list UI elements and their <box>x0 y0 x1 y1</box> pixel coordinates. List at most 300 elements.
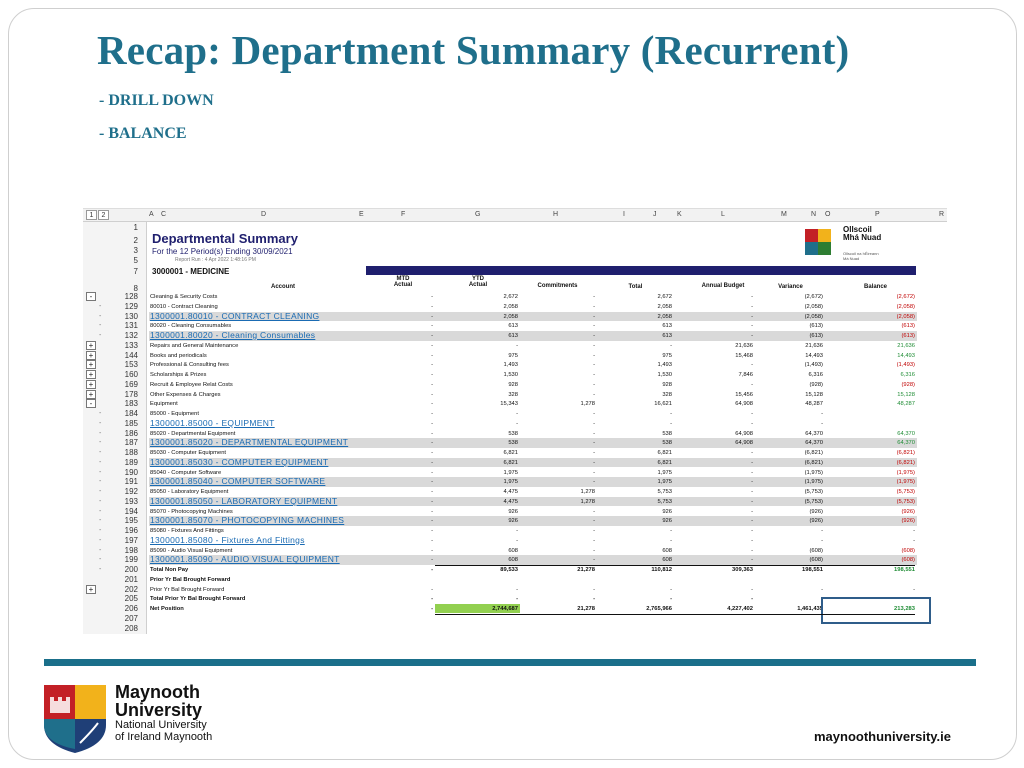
account-drilldown-link[interactable]: 1300001.85090 - AUDIO VISUAL EQUIPMENT <box>150 555 340 565</box>
account-drilldown-link[interactable]: 1300001.85000 - EQUIPMENT <box>150 418 275 428</box>
cell-bud: - <box>751 362 753 369</box>
cell-mtd: - <box>431 528 433 534</box>
row-number[interactable]: 130 <box>124 311 138 321</box>
cell-mtd: - <box>431 479 433 486</box>
table-row[interactable] <box>83 341 947 351</box>
cell-bud: - <box>751 489 753 495</box>
row-number[interactable]: 193 <box>124 496 138 506</box>
cell-tot: - <box>670 420 672 427</box>
table-row[interactable] <box>83 380 947 390</box>
cell-mtd: - <box>431 567 433 573</box>
column-letter[interactable]: R <box>939 211 945 218</box>
table-row[interactable] <box>83 409 947 419</box>
row-number: 1 <box>133 223 138 232</box>
table-row[interactable] <box>83 526 947 536</box>
cell-tot: 2,672 <box>657 294 672 300</box>
cell-bud: - <box>751 547 753 554</box>
selected-balance-cell[interactable] <box>821 597 931 624</box>
row-number[interactable]: 160 <box>124 370 138 379</box>
row-number: 3 <box>133 246 138 255</box>
cell-bud: - <box>751 450 753 456</box>
cell-ytd: 6,821 <box>503 450 518 456</box>
bullet-drill-down: - DRILL DOWN <box>99 92 214 109</box>
footer-rule <box>44 659 976 666</box>
table-row[interactable] <box>83 468 947 478</box>
cell-ytd: 608 <box>508 547 518 554</box>
column-letter[interactable]: H <box>553 211 559 218</box>
cell-ytd: 2,672 <box>503 294 518 300</box>
row-number[interactable]: 133 <box>124 340 138 350</box>
table-row[interactable] <box>83 331 947 341</box>
row-number[interactable]: 202 <box>124 584 138 594</box>
cell-bal: 64,370 <box>897 440 915 447</box>
row-number[interactable]: 206 <box>124 604 138 613</box>
account-name: 85080 - Fixtures And Fittings <box>150 528 224 534</box>
cell-var: - <box>821 537 823 544</box>
row-number[interactable]: 131 <box>124 321 138 331</box>
cell-com: - <box>593 450 595 456</box>
row-number[interactable]: 169 <box>124 379 138 389</box>
cell-tot: 928 <box>662 381 672 388</box>
cell-var: (2,058) <box>804 313 823 320</box>
cell-var: - <box>821 411 823 417</box>
cell-bud: - <box>751 586 753 593</box>
cell-bud: - <box>751 518 753 525</box>
row-number[interactable]: 205 <box>124 594 138 604</box>
row-number[interactable]: 197 <box>124 535 138 545</box>
account-name: Total Non Pay <box>150 567 189 573</box>
cell-ytd: 4,475 <box>503 498 518 505</box>
cell-com: 21,278 <box>577 567 595 573</box>
account-name: Books and periodicals <box>150 352 207 359</box>
table-row[interactable] <box>83 604 947 614</box>
account-name: Cleaning & Security Costs <box>150 294 218 300</box>
cell-var: (608) <box>809 557 823 564</box>
row-number[interactable]: 208 <box>124 623 138 633</box>
cell-bud: 64,908 <box>735 430 753 437</box>
cell-bal: 15,128 <box>897 391 915 398</box>
row-number[interactable]: 190 <box>124 467 138 477</box>
header-mtd-actual: MTD Actual <box>393 276 413 288</box>
cell-mtd: - <box>431 362 433 369</box>
cell-com: - <box>593 479 595 486</box>
outline-level-2-button[interactable]: 2 <box>98 210 109 220</box>
column-letter[interactable]: N <box>811 211 817 218</box>
row-number[interactable]: 144 <box>124 350 138 360</box>
footer-logo-subtitle: National University of Ireland Maynooth <box>115 719 213 743</box>
spreadsheet-screenshot <box>83 208 947 634</box>
cell-var: (926) <box>809 518 823 525</box>
cell-com: - <box>593 586 595 593</box>
cell-tot: - <box>670 342 672 349</box>
cell-tot: 1,493 <box>657 362 672 369</box>
cell-tot: 538 <box>662 440 672 447</box>
row-number[interactable]: 195 <box>124 516 138 526</box>
cell-var: (6,821) <box>804 459 823 466</box>
column-letter[interactable]: M <box>781 211 787 218</box>
outline-marker: - <box>99 527 102 534</box>
row-number[interactable]: 194 <box>124 506 138 516</box>
table-row[interactable] <box>83 565 947 575</box>
cell-com: - <box>593 537 595 544</box>
cell-tot: 613 <box>662 323 672 330</box>
cell-var: - <box>821 586 823 593</box>
cell-ytd: - <box>516 586 518 593</box>
table-row[interactable] <box>83 516 947 526</box>
row-number[interactable]: 189 <box>124 457 138 467</box>
column-letter[interactable]: A <box>149 211 154 218</box>
cell-ytd: 926 <box>508 518 518 525</box>
account-name: 85070 - Photocopying Machines <box>150 508 233 515</box>
row-number[interactable]: 129 <box>124 301 138 311</box>
header-account: Account <box>271 284 295 290</box>
collapse-group-button[interactable]: - <box>86 292 96 301</box>
row-number[interactable]: 201 <box>124 574 138 584</box>
account-name: Net Position <box>150 606 184 612</box>
cell-bal: (926) <box>901 508 915 515</box>
column-letter[interactable]: J <box>653 211 657 218</box>
cell-mtd: - <box>431 303 433 310</box>
cell-mtd: - <box>431 430 433 437</box>
row-number[interactable]: 184 <box>124 409 138 418</box>
cell-tot: 1,530 <box>657 372 672 378</box>
cell-bud: - <box>751 294 753 300</box>
header-annual-budget: Annual Budget <box>701 283 745 289</box>
table-row[interactable] <box>83 429 947 439</box>
row-number[interactable]: 199 <box>124 555 138 565</box>
account-name: 85040 - Computer Software <box>150 469 222 476</box>
cell-mtd: - <box>431 333 433 339</box>
cell-mtd: - <box>431 459 433 466</box>
cell-tot: 613 <box>662 333 672 339</box>
cell-com: - <box>593 391 595 398</box>
header-band <box>366 266 916 275</box>
cell-tot: 926 <box>662 508 672 515</box>
table-row[interactable] <box>83 360 947 370</box>
table-row[interactable] <box>83 546 947 556</box>
cell-var: 198,551 <box>802 567 823 573</box>
table-row[interactable] <box>83 555 947 565</box>
account-drilldown-link[interactable]: 1300001.85080 - Fixtures And Fittings <box>150 535 305 545</box>
cell-ytd: 2,744,687 <box>492 606 518 612</box>
row-number: 7 <box>133 267 138 276</box>
slide-title: Recap: Department Summary (Recurrent) <box>97 27 850 73</box>
cell-var: 64,370 <box>805 430 823 437</box>
outline-marker: - <box>99 556 102 564</box>
cell-tot: 5,753 <box>657 489 672 495</box>
cell-mtd: - <box>431 401 433 408</box>
column-letter[interactable]: D <box>261 211 267 218</box>
outline-marker: - <box>99 488 102 495</box>
footer-logo-name: Maynooth University <box>115 682 203 720</box>
account-drilldown-link[interactable]: 1300001.85020 - DEPARTMENTAL EQUIPMENT <box>150 438 349 448</box>
outline-marker: - <box>99 478 102 486</box>
outline-marker: - <box>99 507 102 515</box>
account-drilldown-link[interactable]: 1300001.80020 - Cleaning Consumables <box>150 331 316 340</box>
column-letter[interactable]: L <box>721 211 725 218</box>
cell-com: - <box>593 547 595 554</box>
cell-tot: 6,821 <box>657 450 672 456</box>
cell-bud: 15,456 <box>735 391 753 398</box>
cell-bud: - <box>751 498 753 505</box>
cell-com: 21,278 <box>577 606 595 612</box>
cell-bud: - <box>751 313 753 320</box>
row-number[interactable]: 186 <box>124 428 138 438</box>
table-row[interactable] <box>83 351 947 361</box>
cell-ytd: 1,530 <box>503 372 518 378</box>
cell-var: - <box>821 528 823 534</box>
row-number[interactable]: 198 <box>124 545 138 555</box>
cell-bud: - <box>751 459 753 466</box>
expand-group-button[interactable]: + <box>86 351 96 360</box>
account-name: 85000 - Equipment <box>150 411 199 417</box>
cell-tot: 2,058 <box>657 313 672 320</box>
cell-bud: - <box>751 381 753 388</box>
cell-com: - <box>593 430 595 437</box>
table-row[interactable] <box>83 370 947 380</box>
cell-com: - <box>593 333 595 339</box>
table-row[interactable] <box>83 302 947 312</box>
footer-website[interactable]: maynoothuniversity.ie <box>814 729 952 744</box>
cell-mtd: - <box>431 498 433 505</box>
cell-ytd: 1,493 <box>503 362 518 369</box>
cell-var: (926) <box>809 508 823 515</box>
cell-mtd: - <box>431 469 433 476</box>
total-rule <box>435 614 915 615</box>
cell-tot: - <box>670 411 672 417</box>
expand-group-button[interactable]: + <box>86 390 96 399</box>
cell-com: - <box>593 372 595 378</box>
cell-ytd: 89,533 <box>500 567 518 573</box>
cell-var: 21,636 <box>805 342 823 349</box>
table-row[interactable] <box>83 458 947 468</box>
column-letter[interactable]: F <box>401 211 406 218</box>
cell-bud: 309,363 <box>732 567 753 573</box>
column-letter[interactable]: P <box>875 211 880 218</box>
cell-var: (2,672) <box>804 294 823 300</box>
cell-bal: (926) <box>901 518 915 525</box>
cell-mtd: - <box>431 381 433 388</box>
cell-ytd: 1,975 <box>503 469 518 476</box>
account-name: Total Prior Yr Bal Brought Forward <box>150 596 246 603</box>
cell-bal: (608) <box>901 557 915 564</box>
cell-com: 1,278 <box>580 401 595 408</box>
column-letter[interactable]: G <box>475 211 481 218</box>
cell-com: - <box>593 459 595 466</box>
cell-bud: - <box>751 420 753 427</box>
account-drilldown-link[interactable]: 1300001.85050 - LABORATORY EQUIPMENT <box>150 496 338 506</box>
cell-com: - <box>593 303 595 310</box>
column-letter[interactable]: C <box>161 211 167 218</box>
cell-var: 1,461,435 <box>797 606 823 612</box>
cell-bal: (2,672) <box>896 294 915 300</box>
table-row[interactable] <box>83 312 947 322</box>
outline-marker: - <box>99 458 102 466</box>
cell-com: - <box>593 362 595 369</box>
cell-mtd: - <box>431 352 433 359</box>
cell-com: - <box>593 313 595 320</box>
collapse-group-button[interactable]: - <box>86 399 96 408</box>
account-drilldown-link[interactable]: 1300001.80010 - CONTRACT CLEANING <box>150 311 320 321</box>
cell-com: - <box>593 528 595 534</box>
outline-marker: - <box>99 322 102 330</box>
cell-mtd: - <box>431 606 433 612</box>
cell-var: - <box>821 596 823 603</box>
row-number[interactable]: 187 <box>124 438 138 448</box>
cell-bal: (2,058) <box>896 303 915 310</box>
table-row[interactable] <box>83 497 947 507</box>
cell-mtd: - <box>431 518 433 525</box>
row-number[interactable]: 153 <box>124 360 138 370</box>
table-row[interactable] <box>83 594 947 604</box>
table-row[interactable] <box>83 292 947 302</box>
outline-marker: - <box>99 536 102 544</box>
outline-marker: - <box>99 429 102 437</box>
cell-bal: (5,753) <box>896 489 915 495</box>
account-drilldown-link[interactable]: 1300001.85040 - COMPUTER SOFTWARE <box>150 477 326 487</box>
outline-marker: - <box>99 497 102 505</box>
cell-mtd: - <box>431 411 433 417</box>
cell-mtd: - <box>431 420 433 427</box>
report-period: For the 12 Period(s) Ending 30/09/2021 <box>152 247 293 256</box>
cell-mtd: - <box>431 450 433 456</box>
row-number[interactable]: 185 <box>124 418 138 428</box>
expand-group-button[interactable]: + <box>86 380 96 389</box>
expand-group-button[interactable]: + <box>86 341 96 350</box>
cell-mtd: - <box>431 342 433 349</box>
cell-bud: 64,908 <box>735 401 753 408</box>
cell-bud: - <box>751 479 753 486</box>
table-row[interactable] <box>83 624 947 634</box>
account-name: 85030 - Computer Equipment <box>150 450 227 456</box>
cell-ytd: 2,058 <box>503 313 518 320</box>
cell-bud: - <box>751 333 753 339</box>
cell-ytd: 608 <box>508 557 518 564</box>
cell-com: - <box>593 518 595 525</box>
crest-subtext: Ollscoil na hÉireann Má Nuad <box>843 251 879 261</box>
outline-marker: - <box>99 419 102 427</box>
row-number[interactable]: 183 <box>124 399 138 409</box>
cell-mtd: - <box>431 294 433 300</box>
outline-marker: - <box>99 439 102 447</box>
account-name: Equipment <box>150 401 178 408</box>
table-row[interactable] <box>83 507 947 517</box>
cell-ytd: 2,058 <box>503 303 518 310</box>
cell-var: (6,821) <box>804 450 823 456</box>
cell-tot: 2,765,966 <box>646 606 672 612</box>
table-row[interactable] <box>83 390 947 400</box>
table-row[interactable] <box>83 575 947 585</box>
cell-bud: 64,908 <box>735 440 753 447</box>
cell-tot: 6,821 <box>657 459 672 466</box>
cell-mtd: - <box>431 391 433 398</box>
cell-com: - <box>593 294 595 300</box>
outline-level-1-button[interactable]: 1 <box>86 210 97 220</box>
cell-mtd: - <box>431 557 433 564</box>
table-row[interactable] <box>83 419 947 429</box>
cell-ytd: - <box>516 420 518 427</box>
cell-tot: 608 <box>662 557 672 564</box>
row-number[interactable]: 178 <box>124 389 138 399</box>
outline-marker: - <box>99 312 102 320</box>
table-row[interactable] <box>83 477 947 487</box>
table-row[interactable] <box>83 448 947 458</box>
cell-ytd: 4,475 <box>503 489 518 495</box>
table-row[interactable] <box>83 614 947 624</box>
cell-var: - <box>821 420 823 427</box>
column-letter[interactable]: E <box>359 211 364 218</box>
row-number[interactable]: 128 <box>124 292 138 301</box>
cell-mtd: - <box>431 313 433 320</box>
cell-mtd: - <box>431 586 433 593</box>
table-row[interactable] <box>83 438 947 448</box>
cell-bal: 213,283 <box>894 606 915 612</box>
table-row[interactable] <box>83 321 947 331</box>
cell-com: - <box>593 352 595 359</box>
cell-bal: (928) <box>901 381 915 388</box>
expand-group-button[interactable]: + <box>86 585 96 594</box>
cell-com: - <box>593 411 595 417</box>
row-number[interactable]: 191 <box>124 477 138 487</box>
cell-ytd: 538 <box>508 430 518 437</box>
row-number[interactable]: 207 <box>124 613 138 623</box>
cell-tot: 926 <box>662 518 672 525</box>
expand-group-button[interactable]: + <box>86 360 96 369</box>
expand-group-button[interactable]: + <box>86 370 96 379</box>
cell-ytd: 538 <box>508 440 518 447</box>
outline-marker: - <box>99 410 102 417</box>
cell-var: (613) <box>809 333 823 339</box>
cell-bud: 21,636 <box>735 342 753 349</box>
column-letter[interactable]: K <box>677 211 682 218</box>
account-drilldown-link[interactable]: 1300001.85030 - COMPUTER EQUIPMENT <box>150 457 329 467</box>
cell-bud: - <box>751 303 753 310</box>
row-number[interactable]: 188 <box>124 448 138 457</box>
cell-var: (608) <box>809 547 823 554</box>
row-number[interactable]: 200 <box>124 565 138 574</box>
cell-var: (1,975) <box>804 469 823 476</box>
cell-com: - <box>593 420 595 427</box>
cell-mtd: - <box>431 323 433 330</box>
cell-bud: - <box>751 528 753 534</box>
row-number: 2 <box>133 236 138 245</box>
row-number[interactable]: 196 <box>124 526 138 535</box>
account-name: 80010 - Contract Cleaning <box>150 303 218 310</box>
cell-bal: (608) <box>901 547 915 554</box>
cell-bud: 4,227,402 <box>727 606 753 612</box>
column-letter[interactable]: I <box>623 211 625 218</box>
account-name: 85090 - Audio Visual Equipment <box>150 547 233 554</box>
row-number[interactable]: 132 <box>124 331 138 340</box>
account-drilldown-link[interactable]: 1300001.85070 - PHOTOCOPYING MACHINES <box>150 516 345 526</box>
row-number[interactable]: 192 <box>124 487 138 496</box>
account-name: 80020 - Cleaning Consumables <box>150 323 232 330</box>
column-letter[interactable]: O <box>825 211 831 218</box>
header-total: Total <box>628 284 643 290</box>
cell-ytd: 928 <box>508 381 518 388</box>
cell-var: 15,128 <box>805 391 823 398</box>
cell-tot: 1,975 <box>657 469 672 476</box>
cell-tot: 538 <box>662 430 672 437</box>
table-row[interactable] <box>83 399 947 409</box>
cell-mtd: - <box>431 489 433 495</box>
cell-com: 1,278 <box>580 498 595 505</box>
table-row[interactable] <box>83 585 947 595</box>
table-row[interactable] <box>83 536 947 546</box>
table-row[interactable] <box>83 487 947 497</box>
cell-ytd: - <box>516 537 518 544</box>
bullet-balance: - BALANCE <box>99 125 187 142</box>
